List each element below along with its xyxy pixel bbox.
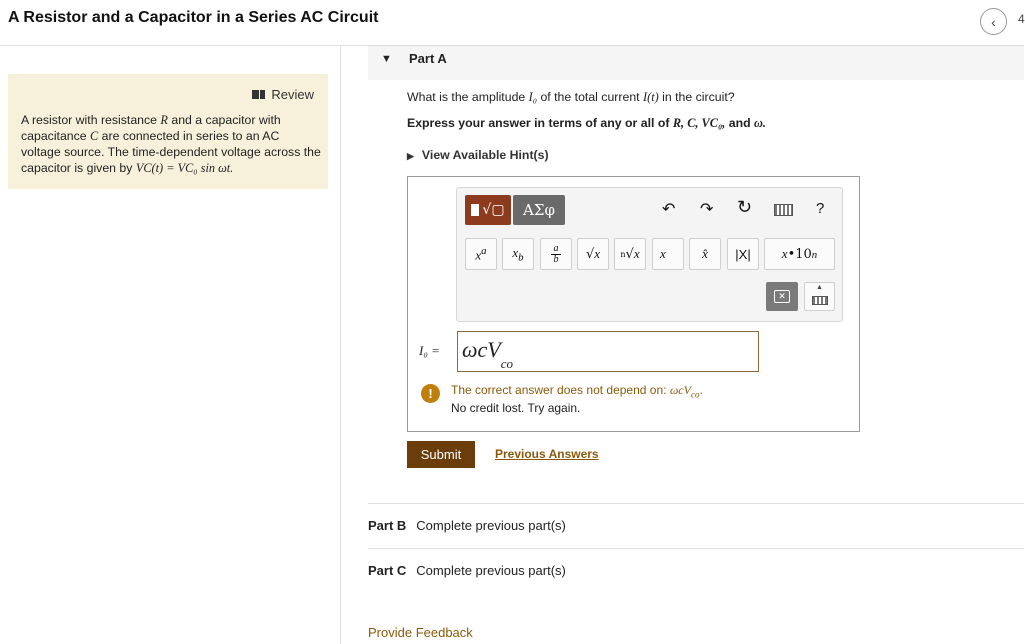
scientific-notation-button[interactable]: x •10 n [764, 238, 835, 270]
delete-icon: ✕ [774, 290, 790, 303]
sqrt-button[interactable]: √ x [577, 238, 609, 270]
review-link-label: Review [271, 87, 314, 102]
review-panel [8, 74, 328, 189]
undo-icon[interactable]: ↶ [662, 201, 676, 218]
part-a-label: Part A [409, 51, 447, 66]
fraction-button[interactable]: a b [540, 238, 572, 270]
view-hints-link[interactable]: ▶ View Available Hint(s) [407, 148, 549, 162]
reset-icon[interactable]: ↻ [737, 197, 753, 217]
greek-symbols-button[interactable]: ΑΣφ [513, 195, 565, 225]
page-title: A Resistor and a Capacitor in a Series AC Circuit [8, 9, 379, 26]
vector-button[interactable]: x⃗ [652, 238, 684, 270]
abs-value-button[interactable]: |X| [727, 238, 759, 270]
header [0, 0, 1024, 46]
review-text: A resistor with resistance R and a capacitor with capacitance C are connected in series to an AC voltage source. The time-dependent voltage across the capacitor is given by VC(t) = VC₀ sin ωt. [21, 113, 321, 175]
question-text: What is the amplitude I₀ of the total current I(t) in the circuit? [407, 90, 735, 104]
part-c-row[interactable]: Part C Complete previous part(s) [368, 563, 566, 578]
submit-button[interactable]: Submit [407, 441, 475, 468]
voltage-formula: VC(t) = VC₀ sin ωt. [135, 161, 234, 175]
answer-input[interactable]: ωcV$_{co}$ [457, 331, 759, 372]
part-a-header[interactable] [368, 46, 1024, 80]
subscript-button[interactable]: $x_b$ [502, 238, 534, 270]
nth-root-button[interactable]: n √ x [614, 238, 646, 270]
redo-icon[interactable]: ↷ [700, 201, 714, 218]
radical-icon: √▢ [482, 202, 505, 218]
keyboard-toggle-button[interactable] [804, 282, 835, 311]
back-button[interactable]: ‹ [980, 8, 1007, 35]
divider [368, 503, 1024, 504]
part-b-row[interactable]: Part B Complete previous part(s) [368, 518, 566, 533]
divider [368, 548, 1024, 549]
keyboard-icon [812, 296, 828, 305]
caret-right-icon: ▶ [407, 151, 414, 161]
help-icon[interactable]: ? [816, 200, 825, 217]
provide-feedback-link[interactable]: Provide Feedback [368, 625, 473, 640]
delete-button[interactable] [766, 282, 798, 311]
templates-button[interactable] [465, 195, 511, 225]
caret-up-icon: ▲ [816, 284, 823, 291]
answer-label: I₀ = [419, 343, 440, 358]
feedback-detail: No credit lost. Try again. [451, 401, 581, 415]
warning-icon: ! [421, 384, 440, 403]
edge-glyph: 4 [1018, 12, 1025, 26]
feedback-message: The correct answer does not depend on: ωcV$_{co}$. [451, 383, 703, 400]
square-icon [471, 204, 479, 216]
column-divider [340, 46, 341, 644]
previous-answers-link[interactable]: Previous Answers [495, 447, 599, 461]
keyboard-shortcuts-icon[interactable] [774, 204, 793, 216]
express-instruction: Express your answer in terms of any or all of R, C, VC₀, and ω. [407, 116, 766, 130]
superscript-button[interactable]: $x^a$ [465, 238, 497, 270]
review-link[interactable] [252, 87, 314, 102]
book-icon [252, 90, 265, 99]
unit-vector-button[interactable]: x̂ [689, 238, 721, 270]
chevron-down-icon[interactable]: ▼ [381, 53, 392, 65]
